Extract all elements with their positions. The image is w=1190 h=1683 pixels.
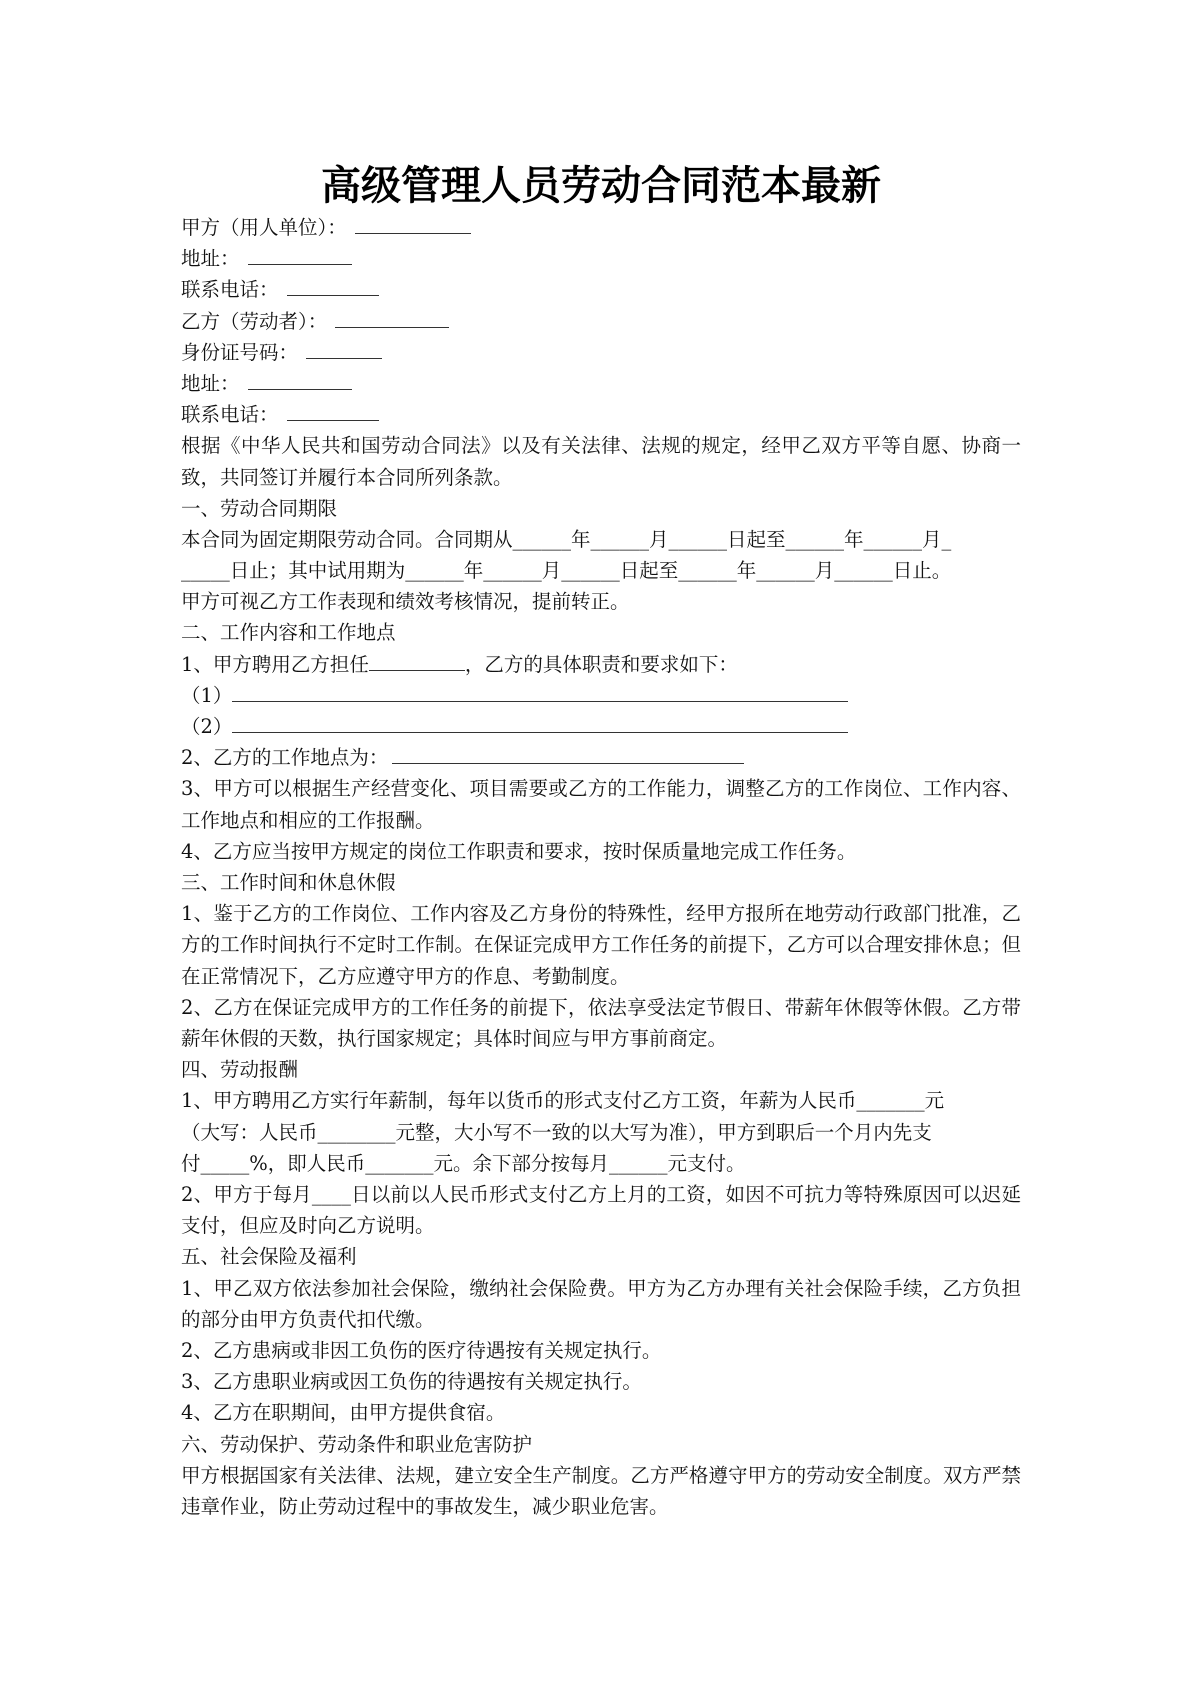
parties-block	[181, 212, 1021, 430]
section-2-heading: 二、工作内容和工作地点	[181, 621, 396, 645]
section-4-item-1-line-1: 1、甲方聘用乙方实行年薪制，每年以货币的形式支付乙方工资，年薪为人民币_______元	[181, 1089, 945, 1113]
party-b-name	[181, 306, 1021, 337]
party-b-id-label: 身份证号码：	[181, 340, 299, 364]
party-a-phone-label: 联系电话：	[181, 278, 279, 302]
section-6-item-1: 甲方根据国家有关法律、法规，建立安全生产制度。乙方严格遵守甲方的劳动安全制度。双方严禁违章作业，防止劳动过程中的事故发生，减少职业危害。	[181, 1463, 1021, 1518]
work-location-blank[interactable]	[392, 745, 744, 764]
party-a-phone-blank[interactable]	[287, 277, 379, 296]
duty-1	[181, 680, 1021, 711]
duty-2-label: （2）	[181, 715, 233, 739]
party-b-name-blank[interactable]	[335, 309, 449, 328]
party-b-name-label: 乙方（劳动者）：	[181, 309, 328, 333]
section-3-item-2: 2、乙方在保证完成甲方的工作任务的前提下，依法享受法定节假日、带薪年休假等休假。乙方带薪年休假的天数，执行国家规定；具体时间应与甲方事前商定。	[181, 995, 1021, 1050]
party-b-address-label: 地址：	[181, 371, 240, 395]
party-b-phone-label: 联系电话：	[181, 403, 279, 427]
section-4-heading: 四、劳动报酬	[181, 1058, 299, 1082]
document-title: 高级管理人员劳动合同范本最新	[321, 163, 881, 209]
party-a-name	[181, 212, 1021, 243]
section-2-item-1	[181, 649, 1021, 680]
section-4-item-2: 2、甲方于每月____日以前以人民币形式支付乙方上月的工资，如因不可抗力等特殊原因可以迟延支付，但应及时向乙方说明。	[181, 1182, 1021, 1238]
party-b-id-blank[interactable]	[306, 340, 382, 359]
party-a-phone	[181, 274, 1021, 305]
position-blank[interactable]	[369, 652, 465, 671]
duty-1-label: （1）	[181, 683, 233, 707]
section-1-term-line-3: 甲方可视乙方工作表现和绩效考核情况，提前转正。	[181, 590, 630, 614]
party-a-address-label: 地址：	[181, 247, 240, 271]
duty-2-blank[interactable]	[232, 714, 848, 733]
work-location-label: 2、乙方的工作地点为：	[181, 746, 389, 770]
section-5-item-2: 2、乙方患病或非因工负伤的医疗待遇按有关规定执行。	[181, 1338, 662, 1362]
section-4-item-1-line-3: 付_____%，即人民币_______元。余下部分按每月______元支付。	[181, 1151, 746, 1175]
party-a-address	[181, 243, 1021, 274]
duty-1-blank[interactable]	[232, 683, 848, 702]
party-b-address	[181, 368, 1021, 399]
party-b-address-blank[interactable]	[248, 371, 352, 390]
section-1-term-line-1: 本合同为固定期限劳动合同。合同期从______年______月______日起至______年______月_	[181, 527, 952, 551]
section-2-item-4: 4、乙方应当按甲方规定的岗位工作职责和要求，按时保质量地完成工作任务。	[181, 839, 857, 863]
section-5-item-3: 3、乙方患职业病或因工负伤的待遇按有关规定执行。	[181, 1370, 642, 1394]
section-1-heading: 一、劳动合同期限	[181, 496, 338, 520]
section-2-item-2	[181, 742, 1021, 773]
preamble: 根据《中华人民共和国劳动合同法》以及有关法律、法规的规定，经甲乙双方平等自愿、协商一致，共同签订并履行本合同所列条款。	[181, 434, 1021, 489]
section-4-item-1-line-2: （大写：人民币________元整，大小写不一致的以大写为准），甲方到职后一个月内先支	[181, 1120, 932, 1144]
section-3-heading: 三、工作时间和休息休假	[181, 871, 396, 894]
section-5-item-1: 1、甲乙双方依法参加社会保险，缴纳社会保险费。甲方为乙方办理有关社会保险手续，乙方负担的部分由甲方负责代扣代缴。	[181, 1276, 1021, 1331]
party-a-name-blank[interactable]	[355, 215, 471, 234]
party-b-phone-blank[interactable]	[287, 402, 379, 421]
section-5-item-4: 4、乙方在职期间，由甲方提供食宿。	[181, 1401, 506, 1425]
section-5-heading: 五、社会保险及福利	[181, 1245, 357, 1269]
section-2-item-3: 3、甲方可以根据生产经营变化、项目需要或乙方的工作能力，调整乙方的工作岗位、工作内容、工作地点和相应的工作报酬。	[181, 777, 1021, 832]
position-prefix: 1、甲方聘用乙方担任	[181, 652, 369, 676]
party-b-id	[181, 337, 1021, 368]
position-suffix: ，乙方的具体职责和要求如下：	[464, 652, 738, 676]
party-a-address-blank[interactable]	[248, 246, 352, 265]
party-b-phone	[181, 399, 1021, 430]
party-a-name-label: 甲方（用人单位）：	[181, 216, 347, 239]
section-6-heading: 六、劳动保护、劳动条件和职业危害防护	[181, 1432, 533, 1456]
section-3-item-1: 1、鉴于乙方的工作岗位、工作内容及乙方身份的特殊性，经甲方报所在地劳动行政部门批准，乙方的工作时间执行不定时工作制。在保证完成甲方工作任务的前提下，乙方可以合理安排休息；但在正常情况下，乙方应遵守甲方的作息、考勤制度。	[181, 902, 1021, 988]
duty-2	[181, 711, 1021, 742]
contract-page	[181, 160, 1021, 1522]
section-1-term-line-2: _____日止；其中试用期为______年______月______日起至______年______月______日止。	[181, 559, 952, 583]
